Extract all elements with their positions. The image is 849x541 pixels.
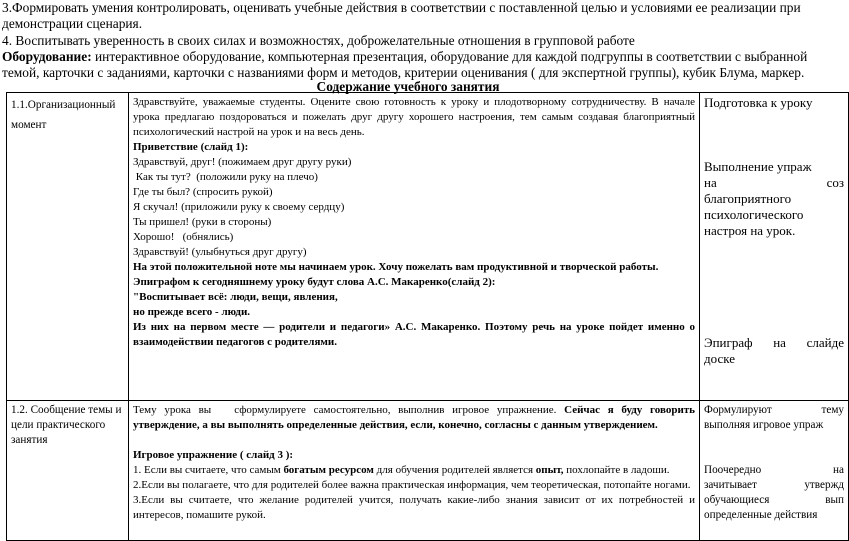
goal-3-line-2: демонстрации сценария. [2,16,143,32]
equipment-text-1: интерактивное оборудование, компьютерная презентация, оборудование для каждой подгруппы в соответствии с выбранной [91,48,808,64]
content-cell [129,401,700,541]
equipment-label: Оборудование: [2,48,92,64]
content-paragraph: Здравствуйте, уважаемые студенты. Оцените свою готовность к уроку и плодотворному сотрудничеству. В начале урока предлагаю поздороваться и пожелать друг другу хорошего настроения, тем самым создавая благоприятный психологический настрой на урок и на весь день. [133,96,695,138]
activity-cell [700,93,849,401]
equipment-line-1 [2,49,832,65]
bold-line: Из них на первом месте — родители и педагоги» А.С. Макаренко. Поэтому речь на уроке пойдет именно о взаимодействии педагогов с родителями. [133,321,695,348]
lesson-goals-text [2,0,832,81]
bold-line: но прежде всего - люди. [133,306,251,318]
stage-label: 1.1.Организационный момент [11,99,116,131]
content-cell [129,93,700,401]
game-title: Игровое упражнение ( слайд 3 ): [133,449,294,461]
greeting-line: Здравствуй, друг! (пожимаем друг другу руки) [133,156,352,168]
activity-cell [700,401,849,541]
greeting-line: Где ты был? (спросить рукой) [133,186,273,198]
game-item: 3.Если вы считаете, что желание родителей учится, получать какие-либо знания зависит от их потребностей и интересов, помашите рукой. [133,494,695,521]
content-paragraph: Тему урока вы сформулируете самостоятельно, выполнив игровое упражнение. Сейчас я буду говорить утверждение, а вы выполнять определенные действия, если, конечно, согласны с данным утверждением. [133,404,696,431]
greeting-line: Хорошо! (обнялись) [133,231,234,243]
stage-cell [7,401,129,541]
activity-epigraph: Эпиграф на слайде [704,335,845,350]
greeting-line: Я скучал! (приложили руку к своему сердцу) [133,201,345,213]
activity-epigraph: доске [704,351,735,366]
bold-line: Эпиграфом к сегодняшнему уроку будут слова А.С. Макаренко(слайд 2): [133,276,496,288]
greeting-line: Как ты тут? (положили руку на плечо) [133,171,318,183]
greeting-title: Приветствие (слайд 1): [133,141,249,153]
game-item: 1. Если вы считаете, что самым богатым ресурсом для обучения родителей является опыт, похлопайте в ладоши. [133,464,670,476]
greeting-line: Ты пришел! (руки в стороны) [133,216,272,228]
bold-line: "Воспитывает всё: люди, вещи, явления, [133,291,338,303]
activity-exercise: настроя на урок. [704,223,796,238]
activity-exercise: благоприятного [704,191,792,206]
bold-line: На этой положительной ноте мы начинаем урок. Хочу пожелать вам продуктивной и творческой работы. [133,261,659,273]
activity-prepare: Подготовка к уроку [704,95,813,110]
greeting-line: Здравствуй! (улыбнуться друг другу) [133,246,307,258]
stage-cell [7,93,129,401]
activity-formulate: Формулируют тему выполняя игровое упраж [704,404,844,431]
equipment-line-2: темой, карточки с заданиями, карточки с названиями форм и методов, критерии оценивания ( для экспертной группы), кубик Блума, маркер. [2,65,805,81]
goal-3-line-1: 3.Формировать умения контролировать, оценивать учебные действия в соответствии с поставленной целью и условиями ее реализации при [2,0,801,15]
activity-read-statements: Поочередно на зачитывает утвержд обучающиеся вып определенные действия [704,464,844,521]
table-row [7,401,849,541]
table-row [7,93,849,401]
goal-4: 4. Воспитывать уверенность в своих силах и возможностях, доброжелательные отношения в групповой работе [2,32,635,48]
stage-label: 1.2. Сообщение темы и цели практического занятия [11,404,122,446]
table-title: Содержание учебного занятия [316,79,500,94]
activity-exercise: на соз [704,175,844,190]
game-item: 2.Если вы полагаете, что для родителей более важна практическая информация, чем теоретическая, потопайте ногами. [133,479,691,491]
activity-exercise: Выполнение упраж [704,159,812,174]
lesson-content-table [6,92,849,541]
activity-exercise: психологического [704,207,804,222]
